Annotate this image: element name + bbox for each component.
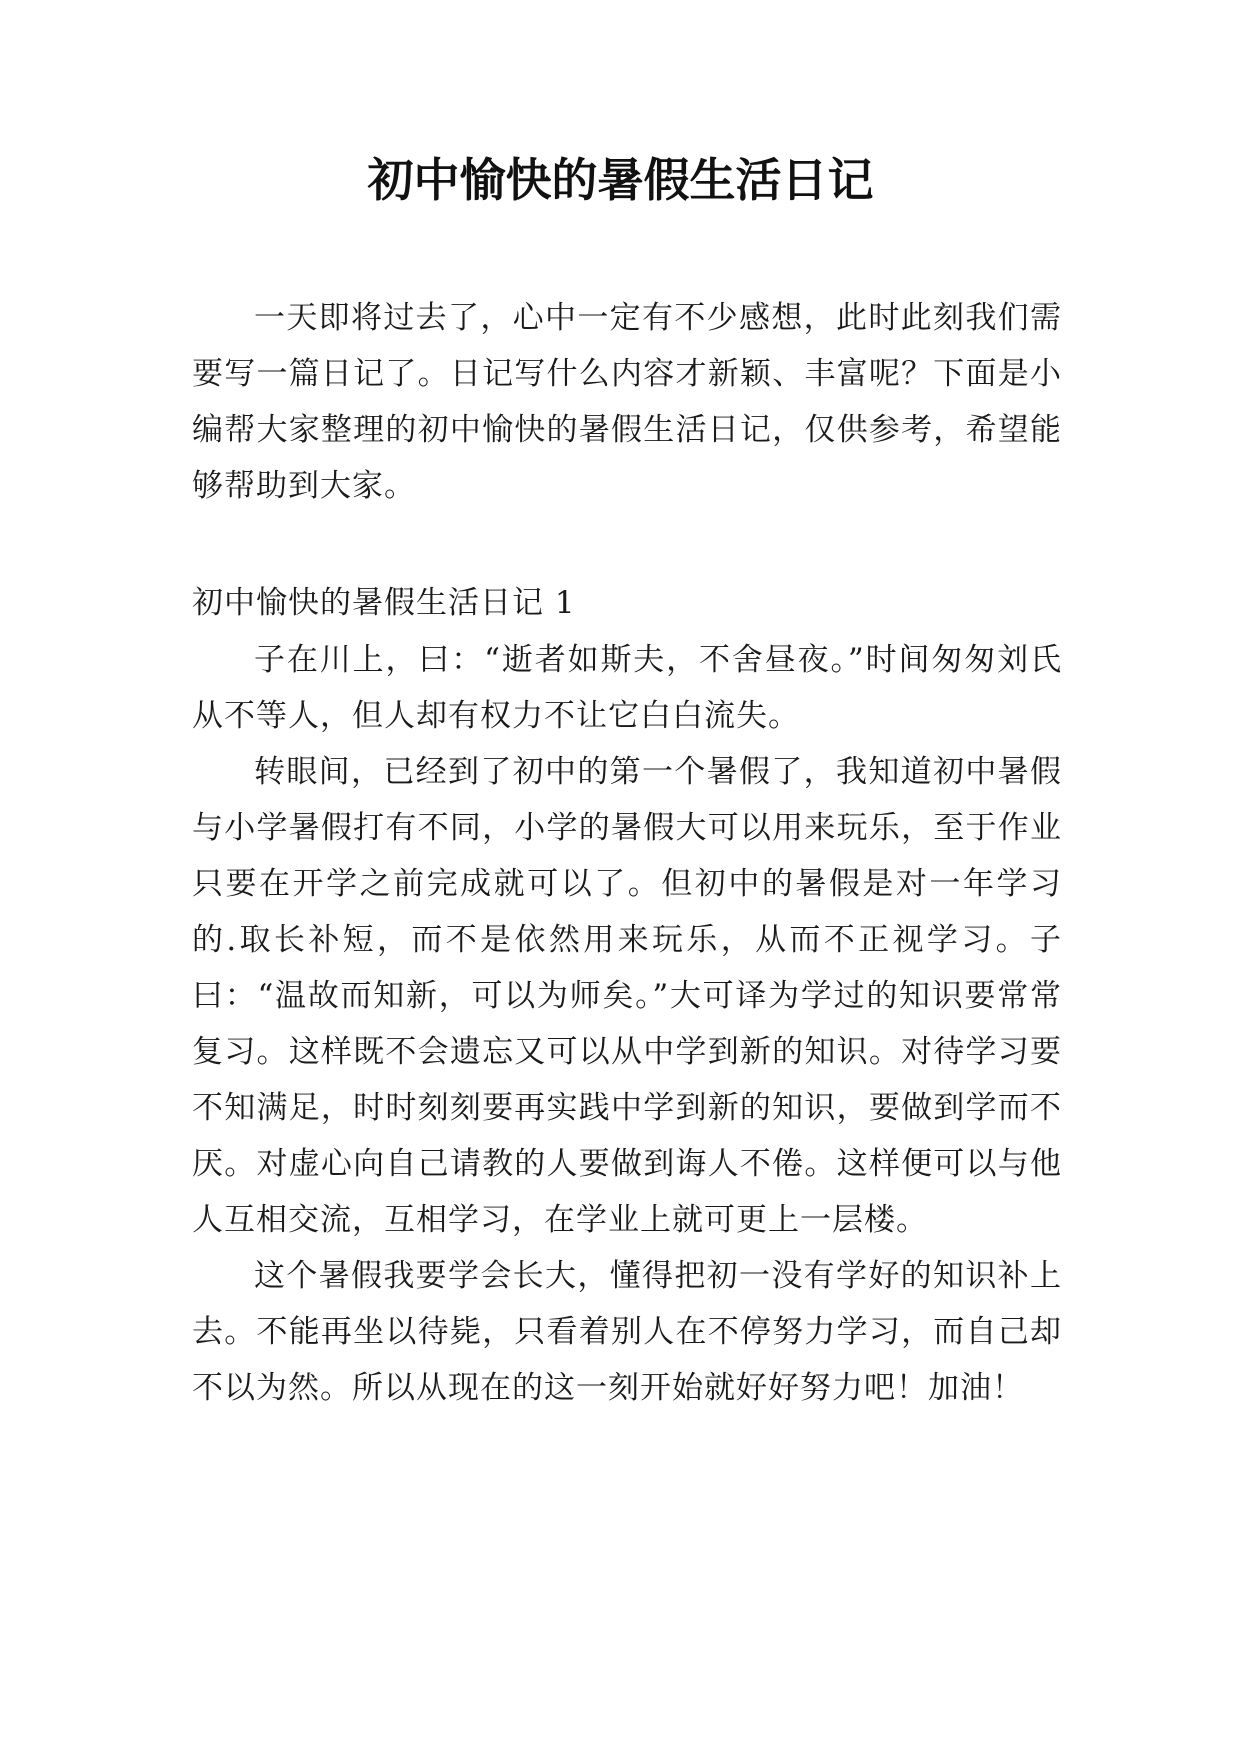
entry-paragraph-1: 子在川上，曰：“逝者如斯夫，不舍昼夜。”时间匆匆刘氏从不等人，但人却有权力不让它白白流失。: [192, 642, 1062, 734]
entry-paragraph-2: 转眼间，已经到了初中的第一个暑假了，我知道初中暑假与小学暑假打有不同，小学的暑假大可以用来玩乐，至于作业只要在开学之前完成就可以了。但初中的暑假是对一年学习的.取长补短，而不是依然用来玩乐，从而不正视学习。子曰：“温故而知新，可以为师矣。”大可译为学过的知识要常常复习。这样既不会遗忘又可以从中学到新的知识。对待学习要不知满足，时时刻刻要再实践中学到新的知识，要做到学而不厌。对虚心向自己请教的人要做到诲人不倦。这样便可以与他人互相交流，互相学习，在学业上就可更上一层楼。: [192, 754, 1062, 1238]
document-title: 初中愉快的暑假生活日记: [367, 153, 874, 207]
section-heading: 初中愉快的暑假生活日记 1: [192, 585, 576, 621]
diary-entry: [192, 632, 1062, 1416]
intro-paragraph: 一天即将过去了，心中一定有不少感想，此时此刻我们需要写一篇日记了。日记写什么内容才新颖、丰富呢？下面是小编帮大家整理的初中愉快的暑假生活日记，仅供参考，希望能够帮助到大家。: [192, 300, 1062, 504]
entry-paragraph-3: 这个暑假我要学会长大，懂得把初一没有学好的知识补上去。不能再坐以待毙，只看着别人在不停努力学习，而自己却不以为然。所以从现在的这一刻开始就好好努力吧！加油！: [192, 1258, 1062, 1406]
